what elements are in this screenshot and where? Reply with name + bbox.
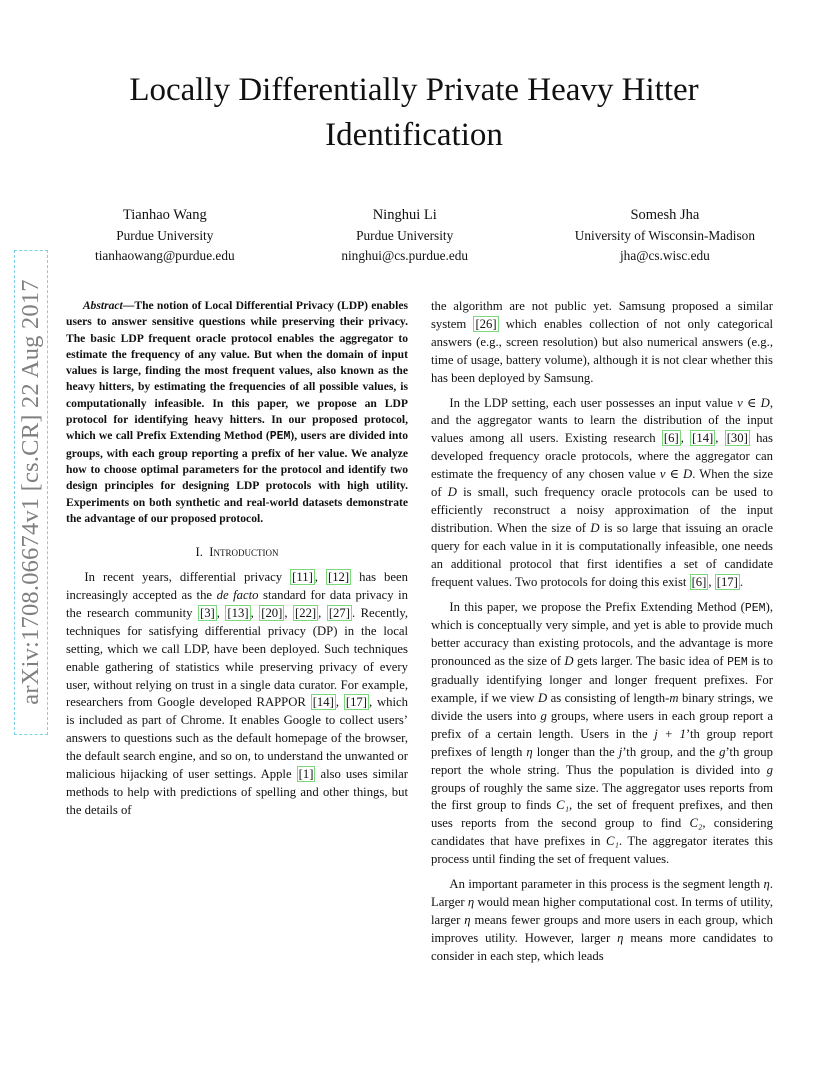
text: , [708, 574, 715, 589]
citation-link[interactable]: [12] [327, 570, 350, 585]
text: as consisting of length- [547, 691, 670, 706]
section-title: Introduction [209, 545, 279, 560]
text: , considering candidates that have prefixes in [431, 816, 773, 849]
text: , [314, 570, 326, 585]
math: η [467, 895, 475, 909]
text: is small, such frequency oracle protocols can be used to efficiently reconstruct a noisy approximation of the input distribution. When the size of [431, 485, 773, 535]
text: , [680, 431, 691, 446]
title-line-1: Locally Differentially Private Heavy Hitter [129, 72, 699, 108]
math: j + 1 [654, 726, 686, 741]
text: ’th group report prefixes of length [431, 726, 774, 759]
paper-title [0, 68, 828, 158]
text: the algorithm are not public yet. Samsung proposed a similar system [431, 299, 773, 331]
text: , and the aggregator wants to learn the distribution of the input values among all users. Existing research [431, 395, 774, 446]
right-paragraph-1 [431, 298, 773, 388]
text: ’th group, and the [622, 744, 720, 759]
intro-paragraph-1 [66, 569, 408, 820]
author-email: jha@cs.wisc.edu [619, 248, 710, 263]
text: , [335, 695, 344, 710]
math: η [617, 930, 624, 945]
citation-link[interactable]: [30] [726, 431, 748, 446]
author-3 [575, 205, 755, 266]
author-2 [341, 205, 468, 266]
abstract [66, 298, 408, 527]
text: which enables collection of not only categorical answers (e.g., screen resolution) but also numerical answers (e.g., time of usage, battery volume), although it is not clear whether this has been deployed by Samsung. [431, 316, 773, 385]
citation-link[interactable]: [20] [261, 605, 283, 620]
left-column [66, 298, 408, 820]
math: C₁ [606, 834, 619, 849]
text: binary strings, we divide the users into [431, 691, 773, 723]
math: j [618, 744, 623, 759]
citation-link[interactable]: [14] [692, 431, 714, 446]
math: v ∈ D [659, 467, 693, 482]
text: . Larger [431, 877, 773, 909]
author-affiliation: University of Wisconsin-Madison [574, 228, 755, 243]
author-email: ninghui@cs.purdue.edu [341, 248, 469, 263]
math: η [526, 744, 533, 759]
math: C₁ [556, 798, 570, 813]
math: g [540, 708, 547, 723]
author-affiliation: Purdue University [116, 228, 214, 243]
author-affiliation: Purdue University [356, 228, 454, 243]
right-paragraph-4 [431, 876, 773, 966]
text: has been increasingly accepted as the [66, 570, 409, 602]
citation-link[interactable]: [11] [292, 570, 313, 585]
abstract-text-b: ), users are divided into groups, with each group reporting a prefix of her value. We analyze how to choose optimal parameters for the protocol and identify two design principles for designing LDP protocols with high utility. Experiments on both synthetic and real-world datasets demonstrate the advantage of our proposed protocol. [66, 429, 408, 525]
math: m [669, 691, 679, 706]
text: . [739, 574, 744, 589]
text: , [250, 605, 260, 620]
author-email: tianhaowang@purdue.edu [95, 248, 235, 263]
author-block [95, 205, 755, 266]
abstract-label: Abstract [82, 299, 123, 312]
author-name: Tianhao Wang [122, 207, 207, 223]
text: , which is included as part of Chrome. It enables Google to collect users’ answers to questions such as the default homepage of the browser, the default search engine, and so on, to understand the unwanted or malicious hijacking of user settings. Apple [66, 695, 408, 782]
citation-link[interactable]: [17] [716, 574, 738, 589]
title-line-2: Identification [325, 117, 503, 153]
pem-code: PEM [744, 601, 766, 615]
italic-text: de facto [216, 587, 259, 602]
text: In the LDP setting, each user possesses an input value [449, 395, 738, 410]
text: would mean higher computational cost. In terms of utility, larger [431, 895, 773, 927]
pem-code: PEM [269, 430, 291, 444]
math: D [447, 485, 457, 500]
text: , [216, 605, 226, 620]
citation-link[interactable]: [14] [312, 695, 334, 710]
text: ), which is conceptually very simple, and yet is able to provide much better accuracy than existing protocols, and the advantage is more pronounced as the size of [431, 599, 773, 669]
text: . When the size of [431, 467, 774, 500]
citation-link[interactable]: [17] [345, 695, 367, 710]
pem-code: PEM [727, 656, 748, 670]
math: D [564, 654, 574, 669]
citation-link[interactable]: [6] [691, 574, 707, 589]
citation-link[interactable]: [13] [227, 605, 249, 620]
text: In recent years, differential privacy [84, 570, 291, 585]
citation-link[interactable]: [1] [298, 767, 314, 782]
citation-link[interactable]: [26] [475, 316, 497, 331]
text: , the set of frequent prefixes, and then uses reports from the second group to find [431, 798, 773, 831]
text: gets larger. The basic idea of [573, 654, 728, 669]
text: is to gradually identifying longer and longer frequent prefixes. For example, if we view [431, 654, 773, 706]
text: standard for data privacy in the research community [66, 587, 408, 620]
text: , [284, 605, 294, 620]
right-column [431, 298, 773, 966]
text: . Recently, techniques for satisfying differential privacy (DP) in the local setting, which we call LDP, have been deployed. Such techniques enable gathering of statistics while preserving privacy of every user, without relying on trust in a single data curator. For example, researchers from Google developed RAPPOR [66, 605, 409, 710]
arxiv-identifier[interactable]: arXiv:1708.06674v1 [cs.CR] 22 Aug 2017 [17, 279, 44, 705]
text: also uses similar methods to help with predictions of spelling and other things, but the details of [66, 767, 409, 817]
author-name: Somesh Jha [630, 207, 700, 223]
arxiv-stamp[interactable] [10, 250, 52, 735]
math: D [590, 520, 600, 535]
citation-link[interactable]: [3] [199, 605, 215, 620]
math: v ∈ D [737, 395, 770, 410]
text: ’th group report the whole string. Thus the population is divided into [431, 744, 773, 777]
citation-link[interactable]: [22] [295, 605, 317, 620]
text: has developed frequency oracle protocols, where the aggregator can estimate the frequency of any chosen value [431, 431, 773, 482]
math: η [763, 877, 770, 892]
citation-link[interactable]: [27] [328, 605, 350, 620]
math: g [766, 762, 773, 777]
right-paragraph-3 [431, 599, 773, 870]
text: means fewer groups and more users in each group, which improves utility. However, larger [431, 912, 773, 945]
text: groups of roughly the same size. The aggregator uses reports from the first group to finds [431, 780, 773, 813]
math: D [538, 691, 548, 706]
section-number: I. [195, 545, 203, 560]
text: longer than the [532, 744, 619, 759]
text: In this paper, we propose the Prefix Extending Method ( [449, 599, 745, 614]
math: C₂ [689, 816, 703, 831]
text: means more candidates to consider in each step, which leads [431, 930, 773, 963]
author-1 [95, 205, 235, 266]
text: is so large that issuing an oracle query for each value in it is computationally infeasible, one needs an additional protocol that first identifies a set of candidate frequent values. Two protocols for doing this exist [431, 520, 773, 589]
text: . The aggregator iterates this process until finding the set of frequent values. [431, 834, 773, 867]
text: , [318, 605, 327, 620]
section-heading [66, 544, 408, 562]
math: η [464, 912, 471, 927]
author-name: Ninghui Li [372, 207, 437, 223]
text: groups, where users in each group report a prefix of a certain length. Users in the [431, 708, 773, 741]
citation-link[interactable]: [6] [663, 431, 679, 446]
right-paragraph-2 [431, 395, 773, 592]
math: g [719, 744, 726, 759]
text: , [715, 431, 725, 446]
text: An important parameter in this process is the segment length [449, 877, 764, 892]
abstract-text-a: —The notion of Local Differential Privacy (LDP) enables users to answer sensitive questions while preserving their privacy. The basic LDP frequent oracle protocol enables the aggregator to estimate the frequency of any value. But when the domain of input values is large, finding the most frequent values, also known as the heavy hitters, by estimating the frequencies of all possible values, is computationally infeasible. In this paper, we propose an LDP protocol for identifying heavy hitters. In our proposed protocol, which we call Prefix Extending Method ( [66, 299, 408, 443]
